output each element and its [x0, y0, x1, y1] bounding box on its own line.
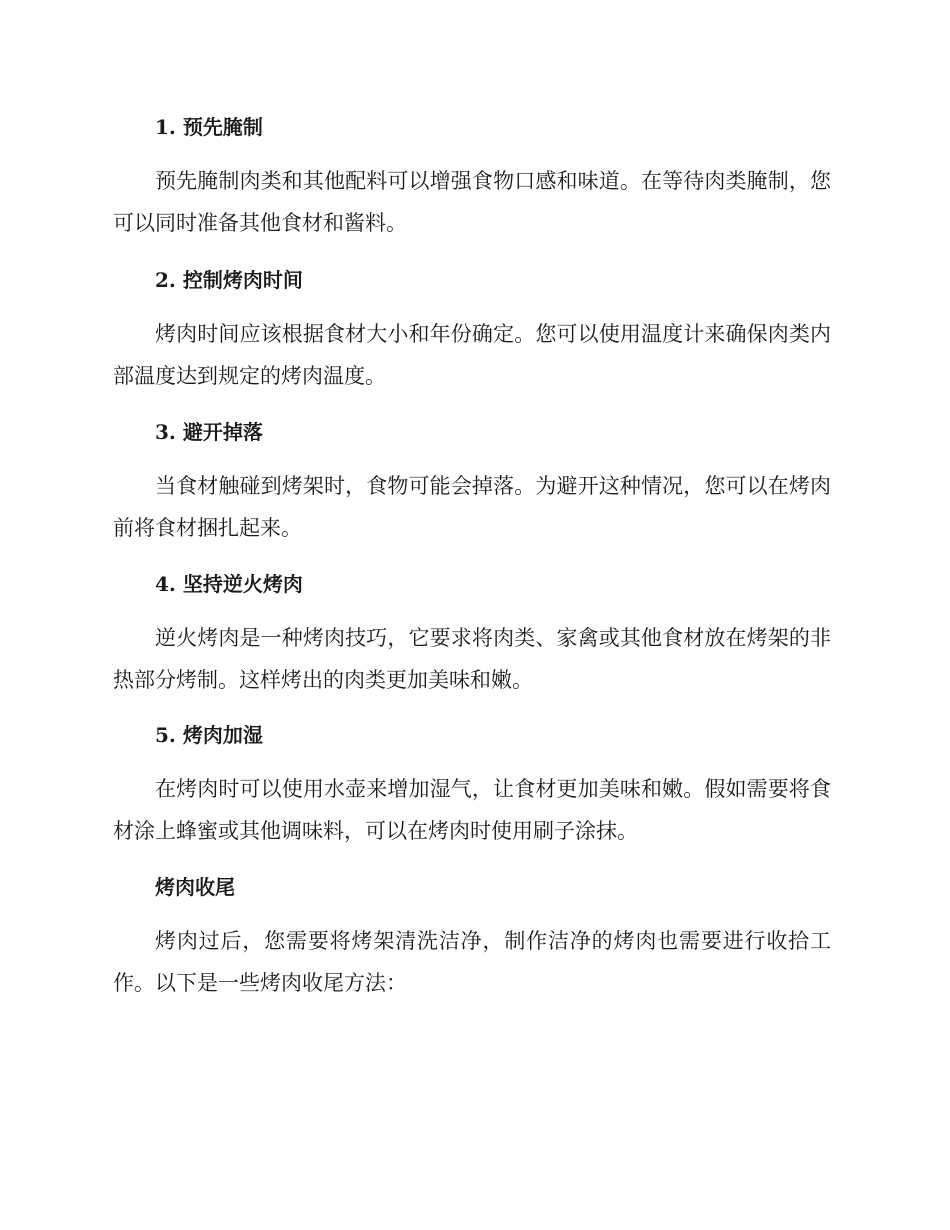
- section-heading-reverse-sear: 4. 坚持逆火烤肉: [155, 572, 303, 596]
- section-heading-avoid-falling: 3. 避开掉落: [155, 420, 263, 444]
- section-heading-grill-time: 2. 控制烤肉时间: [155, 268, 303, 292]
- section-heading-marinate: 1. 预先腌制: [155, 115, 263, 139]
- section-body-humidify: 在烤肉时可以使用水壶来增加湿气，让食材更加美味和嫩。假如需要将食材涂上蜂蜜或其他调味料，可以在烤肉时使用刷子涂抹。: [113, 777, 831, 843]
- section-body-wrap-up: 烤肉过后，您需要将烤架清洗洁净，制作洁净的烤肉也需要进行收拾工作。以下是一些烤肉收尾方法：: [113, 929, 831, 995]
- section-body-marinate: 预先腌制肉类和其他配料可以增强食物口感和味道。在等待肉类腌制，您可以同时准备其他食材和酱料。: [113, 169, 831, 235]
- section-body-grill-time: 烤肉时间应该根据食材大小和年份确定。您可以使用温度计来确保肉类内部温度达到规定的烤肉温度。: [113, 322, 831, 388]
- section-heading-humidify: 5. 烤肉加湿: [155, 723, 263, 747]
- section-heading-wrap-up: 烤肉收尾: [155, 875, 235, 899]
- section-body-avoid-falling: 当食材触碰到烤架时，食物可能会掉落。为避开这种情况，您可以在烤肉前将食材捆扎起来。: [113, 474, 831, 540]
- section-body-reverse-sear: 逆火烤肉是一种烤肉技巧，它要求将肉类、家禽或其他食材放在烤架的非热部分烤制。这样烤出的肉类更加美味和嫩。: [113, 626, 831, 692]
